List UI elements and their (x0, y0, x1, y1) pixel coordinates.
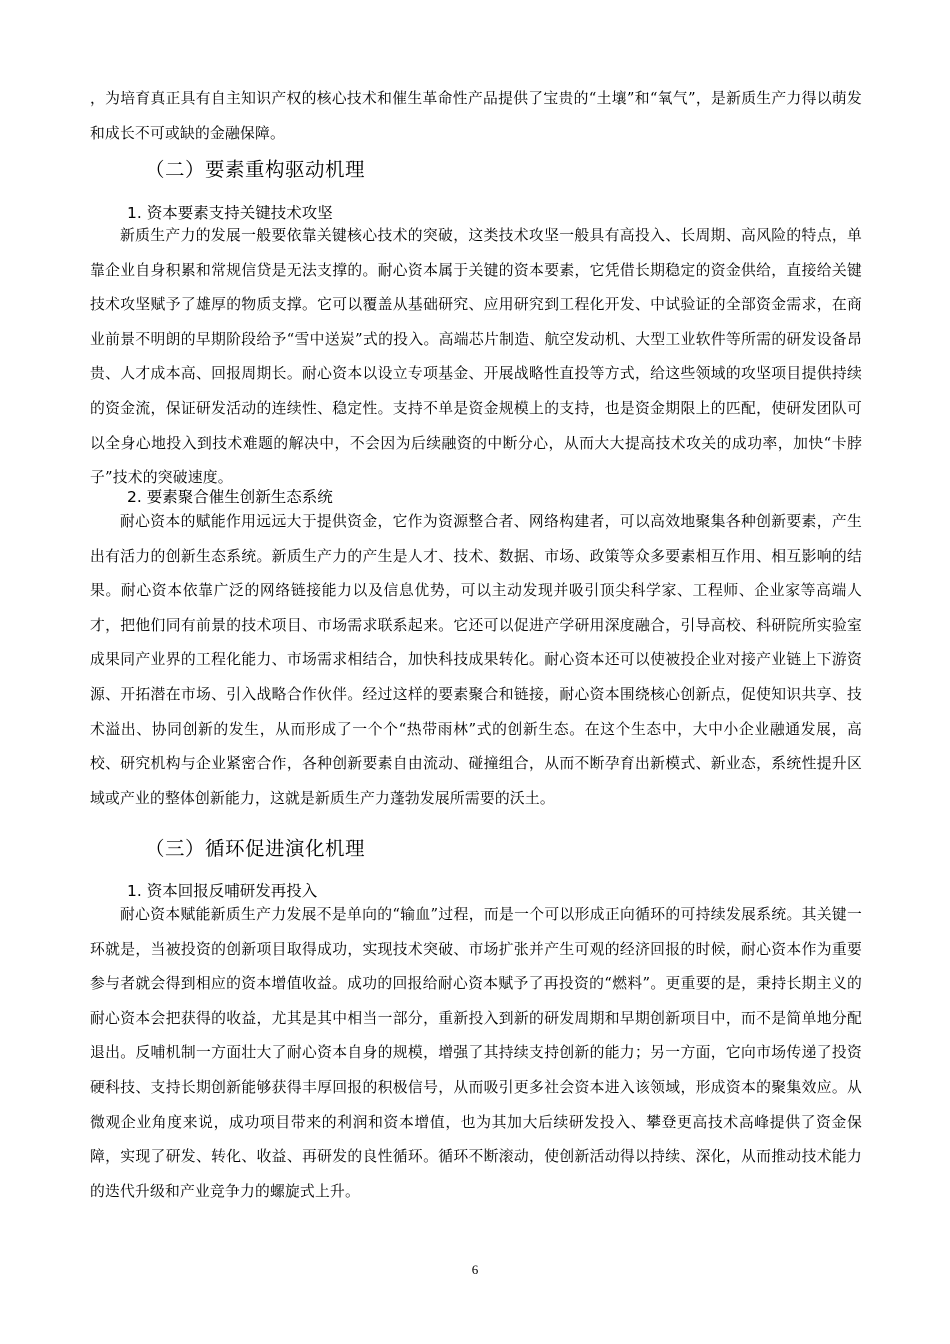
paragraph-2-1: 新质生产力的发展一般要依靠关键核心技术的突破，这类技术攻坚一般具有高投入、长周期、高风险的特点，单靠企业自身积累和常规信贷是无法支撑的。耐心资本属于关键的资本要素，它凭借长期稳定的资金供给，直接给关键技术攻坚赋予了雄厚的物质支撑。它可以覆盖从基础研究、应用研究到工程化开发、中试验证的全部资金需求，在商业前景不明朗的早期阶段给予“雪中送炭”式的投入。高端芯片制造、航空发动机、大型工业软件等所需的研发设备昂贵、人才成本高、回报周期长。耐心资本以设立专项基金、开展战略性直投等方式，给这些领域的攻坚项目提供持续的资金流，保证研发活动的连续性、稳定性。支持不单是资金规模上的支持，也是资金期限上的匹配，使研发团队可以全身心地投入到技术难题的解决中，不会因为后续融资的中断分心，从而大大提高技术攻关的成功率，加快“卡脖子”技术的突破速度。 (90, 227, 862, 487)
section-heading-2: （二）要素重构驱动机理 (145, 158, 366, 181)
subsection-heading-2-1: 1. 资本要素支持关键技术攻坚 (127, 204, 333, 222)
paragraph-block-2-2 (90, 505, 862, 816)
subsection-heading-3-1: 1. 资本回报反哺研发再投入 (127, 882, 318, 900)
paragraph-3-1: 耐心资本赋能新质生产力发展不是单向的“输血”过程，而是一个可以形成正向循环的可持续发展系统。其关键一环就是，当被投资的创新项目取得成功，实现技术突破、市场扩张并产生可观的经济回报的时候，耐心资本作为重要参与者就会得到相应的资本增值收益。成功的回报给耐心资本赋予了再投资的“燃料”。更重要的是，秉持长期主义的耐心资本会把获得的收益，尤其是其中相当一部分，重新投入到新的研发周期和早期创新项目中，而不是简单地分配退出。反哺机制一方面壮大了耐心资本自身的规模，增强了其持续支持创新的能力；另一方面，它向市场传递了投资硬科技、支持长期创新能够获得丰厚回报的积极信号，从而吸引更多社会资本进入该领域，形成资本的聚集效应。从微观企业角度来说，成功项目带来的利润和资本增值，也为其加大后续研发投入、攀登更高技术高峰提供了资金保障，实现了研发、转化、收益、再研发的良性循环。循环不断滚动，使创新活动得以持续、深化，从而推动技术能力的迭代升级和产业竞争力的螺旋式上升。 (90, 906, 862, 1200)
section-heading-3: （三）循环促进演化机理 (145, 837, 366, 860)
page-number: 6 (471, 1262, 479, 1277)
paragraph-block-2-1 (90, 219, 862, 496)
intro-paragraph-block (90, 82, 862, 151)
paragraph-block-3-1 (90, 898, 862, 1209)
subsection-heading-2-2: 2. 要素聚合催生创新生态系统 (127, 488, 333, 506)
intro-paragraph: ，为培育真正具有自主知识产权的核心技术和催生革命性产品提供了宝贵的“土壤”和“氧气”，是新质生产力得以萌发和成长不可或缺的金融保障。 (90, 90, 862, 142)
paragraph-2-2: 耐心资本的赋能作用远远大于提供资金，它作为资源整合者、网络构建者，可以高效地聚集各种创新要素，产生出有活力的创新生态系统。新质生产力的产生是人才、技术、数据、市场、政策等众多要素相互作用、相互影响的结果。耐心资本依靠广泛的网络链接能力以及信息优势，可以主动发现并吸引顶尖科学家、工程师、企业家等高端人才，把他们同有前景的技术项目、市场需求联系起来。它还可以促进产学研用深度融合，引导高校、科研院所实验室成果同产业界的工程化能力、市场需求相结合，加快科技成果转化。耐心资本还可以使被投企业对接产业链上下游资源、开拓潜在市场、引入战略合作伙伴。经过这样的要素聚合和链接，耐心资本围绕核心创新点，促使知识共享、技术溢出、协同创新的发生，从而形成了一个个“热带雨林”式的创新生态。在这个生态中，大中小企业融通发展，高校、研究机构与企业紧密合作，各种创新要素自由流动、碰撞组合，从而不断孕育出新模式、新业态，系统性提升区域或产业的整体创新能力，这就是新质生产力蓬勃发展所需要的沃土。 (90, 513, 862, 807)
